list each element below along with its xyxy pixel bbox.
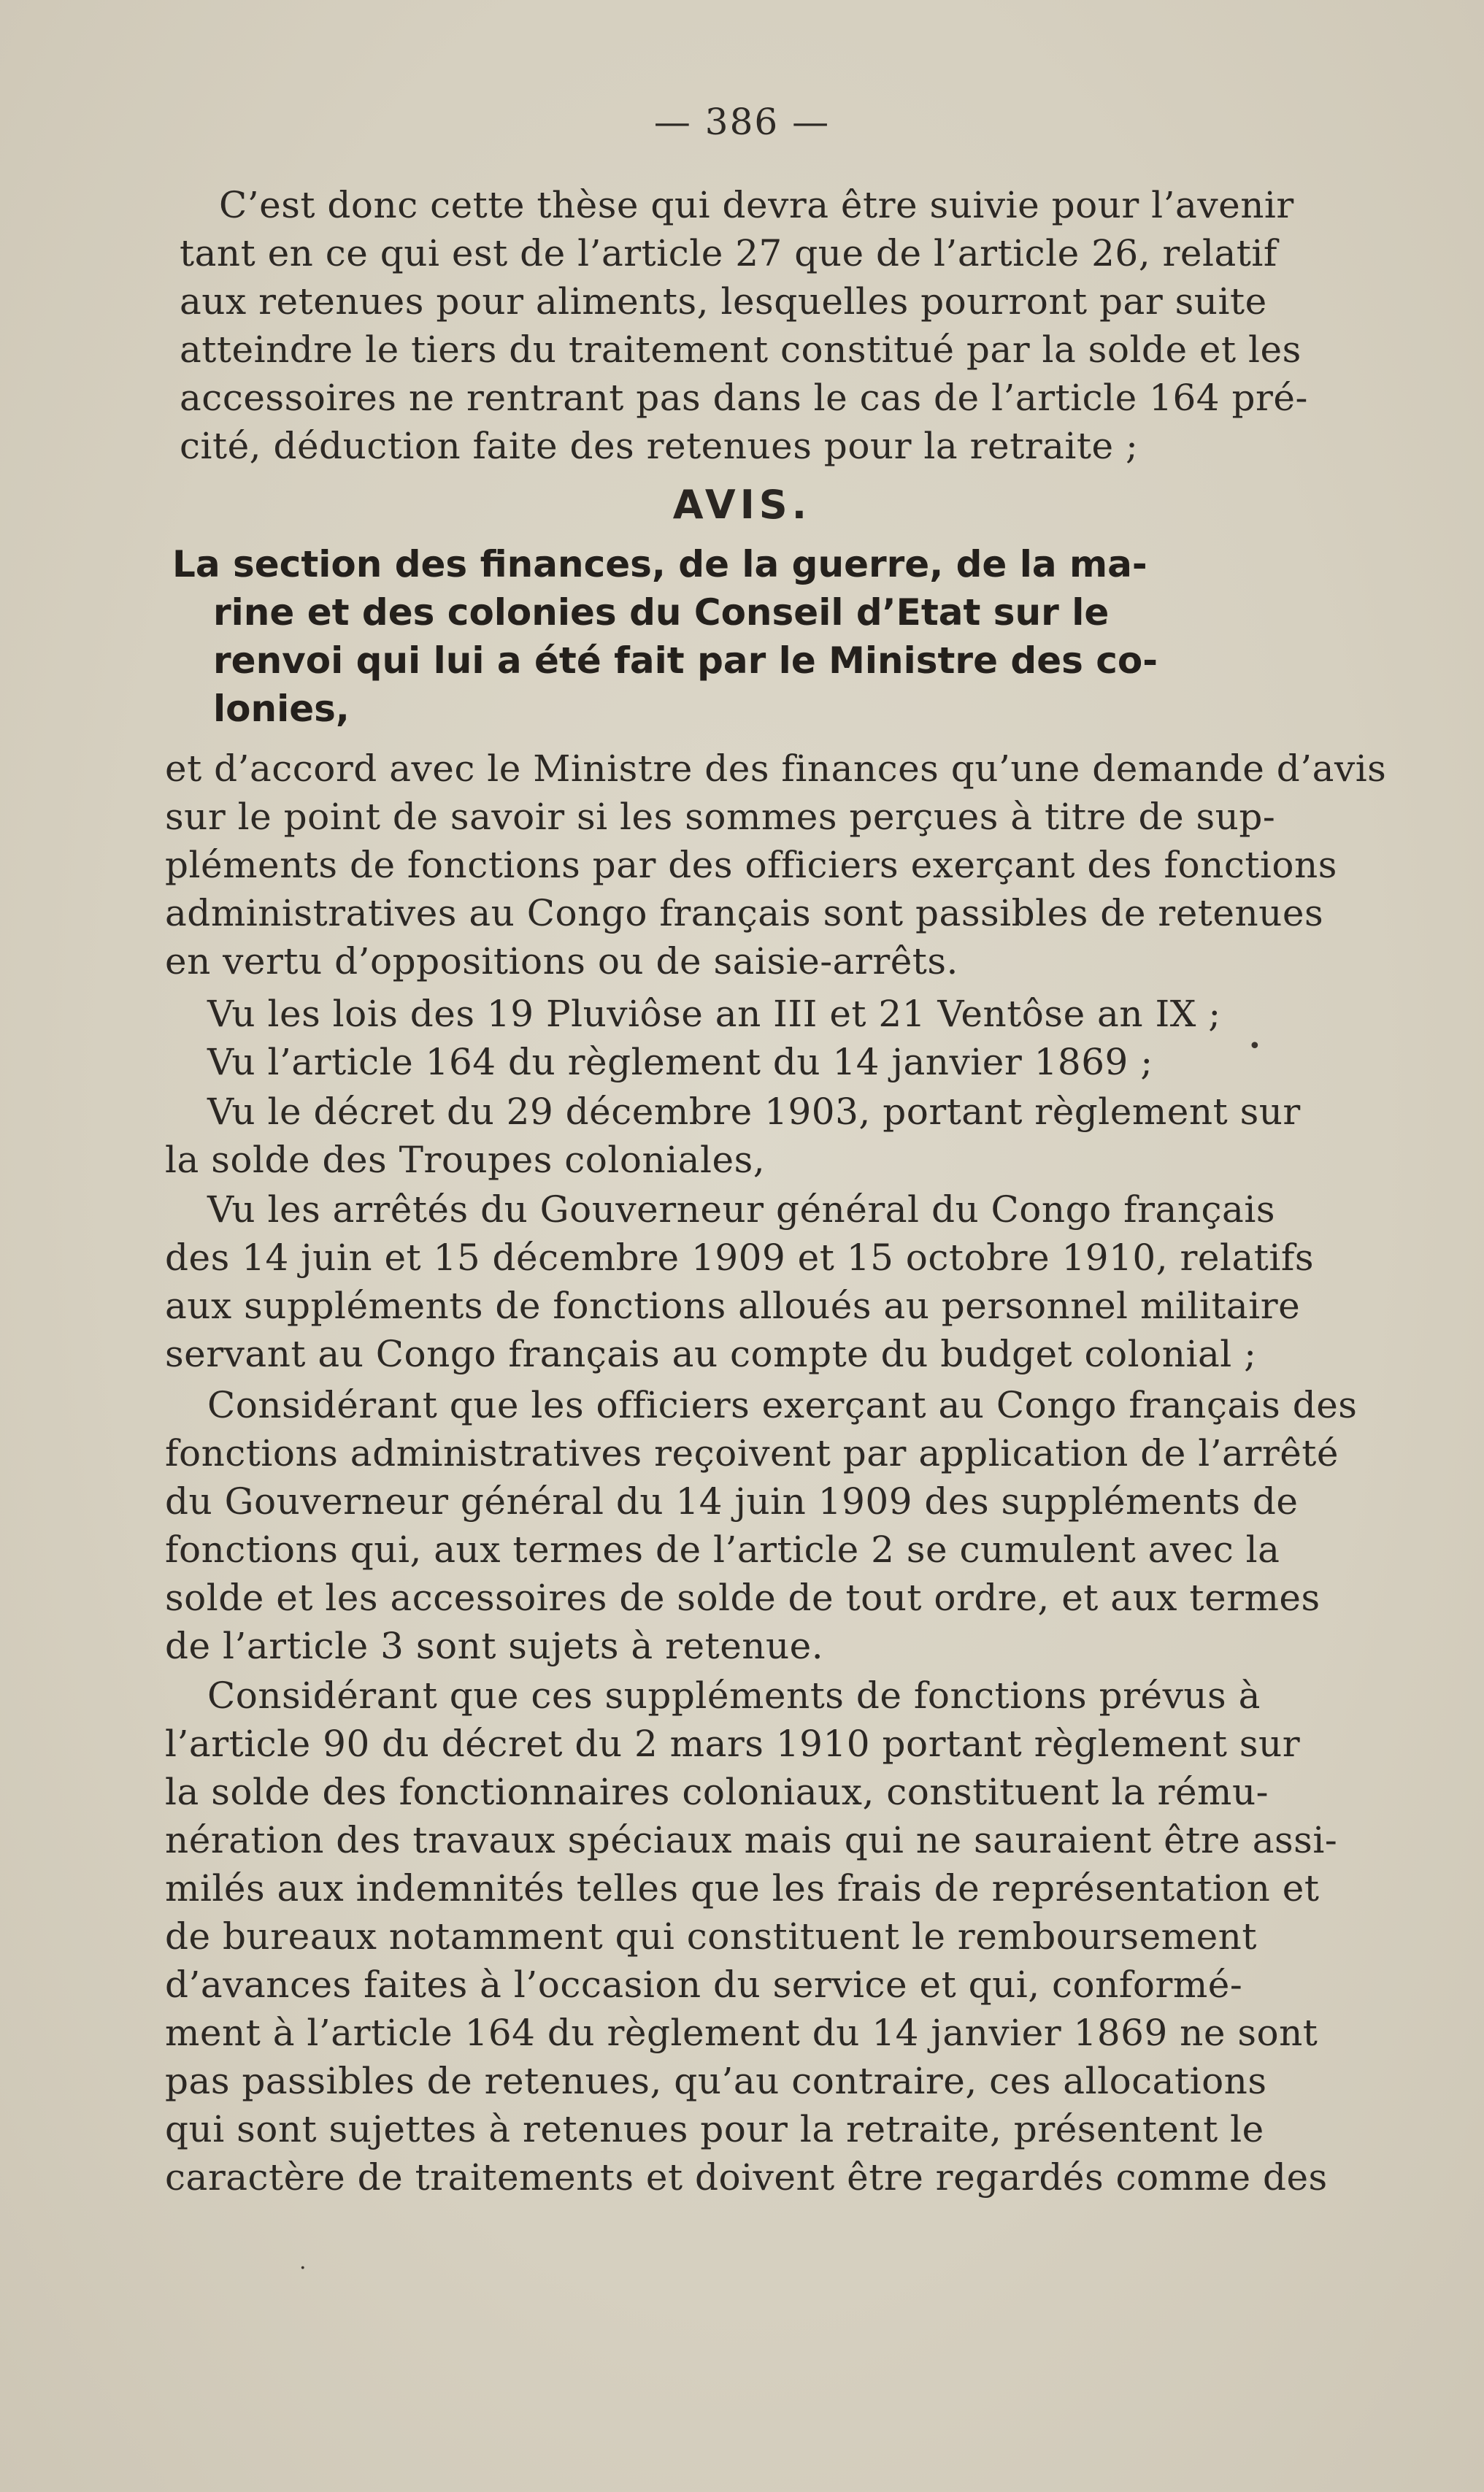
body-line-30: caractère de traitements et doivent être regardés comme des [165, 2156, 1328, 2199]
body-line-25: de bureaux notamment qui constituent le remboursement [165, 1915, 1257, 1958]
body-line-23: nération des travaux spéciaux mais qui ne sauraient être assi- [165, 1819, 1338, 1861]
scan-speck: · [299, 2256, 307, 2281]
body-line-22: la solde des fonctionnaires coloniaux, constituent la rému- [165, 1771, 1269, 1813]
body-line-29: qui sont sujettes à retenues pour la retraite, présentent le [165, 2108, 1264, 2150]
intro-line-6: cité, déduction faite des retenues pour la retraite ; [180, 425, 1139, 467]
body-line-20: Considérant que ces suppléments de fonctions prévus à [207, 1674, 1261, 1717]
body-line-24: milés aux indemnités telles que les frais de représentation et [165, 1867, 1320, 1910]
intro-line-1: C’est donc cette thèse qui devra être suivie pour l’avenir [219, 184, 1294, 226]
body-line-26: d’avances faites à l’occasion du service et qui, conformé- [165, 1964, 1243, 2006]
intro-line-3: aux retenues pour aliments, lesquelles pourront par suite [180, 280, 1267, 323]
body-line-12: aux suppléments de fonctions alloués au personnel militaire [165, 1285, 1301, 1327]
body-line-4: administratives au Congo français sont passibles de retenues [165, 892, 1324, 934]
body-line-8: Vu le décret du 29 décembre 1903, portant règlement sur [207, 1091, 1301, 1133]
avis-title: AVIS. [672, 482, 812, 528]
body-line-6: Vu les lois des 19 Pluviôse an III et 21 Ventôse an IX ; [207, 993, 1221, 1035]
body-line-14: Considérant que les officiers exerçant au Congo français des [207, 1384, 1358, 1426]
body-line-18: solde et les accessoires de solde de tout ordre, et aux termes [165, 1577, 1320, 1619]
avis-heading-line-2: rine et des colonies du Conseil d’Etat sur le [213, 591, 1110, 634]
body-line-11: des 14 juin et 15 décembre 1909 et 15 octobre 1910, relatifs [165, 1237, 1315, 1279]
body-line-5: en vertu d’oppositions ou de saisie-arrêts. [165, 940, 958, 982]
avis-heading-line-3: renvoi qui lui a été fait par le Ministre des co- [213, 639, 1158, 682]
scan-speck: • [1248, 1034, 1261, 1059]
intro-line-4: atteindre le tiers du traitement constitué par la solde et les [180, 328, 1302, 371]
body-line-19: de l’article 3 sont sujets à retenue. [165, 1625, 824, 1667]
avis-heading-line-4: lonies, [213, 688, 350, 730]
intro-line-5: accessoires ne rentrant pas dans le cas de l’article 164 pré- [180, 377, 1308, 419]
body-line-15: fonctions administratives reçoivent par application de l’arrêté [165, 1432, 1339, 1474]
intro-line-2: tant en ce qui est de l’article 27 que de l’article 26, relatif [180, 232, 1277, 274]
body-line-9: la solde des Troupes coloniales, [165, 1139, 766, 1181]
body-line-10: Vu les arrêtés du Gouverneur général du Congo français [207, 1188, 1275, 1231]
page-number: — 386 — [653, 101, 831, 143]
body-line-1: et d’accord avec le Ministre des finances qu’une demande d’avis [165, 747, 1387, 790]
body-line-21: l’article 90 du décret du 2 mars 1910 portant règlement sur [165, 1723, 1301, 1765]
body-line-27: ment à l’article 164 du règlement du 14 janvier 1869 ne sont [165, 2012, 1318, 2054]
body-line-28: pas passibles de retenues, qu’au contraire, ces allocations [165, 2060, 1267, 2102]
body-line-17: fonctions qui, aux termes de l’article 2 se cumulent avec la [165, 1528, 1280, 1571]
body-line-16: du Gouverneur général du 14 juin 1909 des suppléments de [165, 1480, 1299, 1523]
body-line-3: pléments de fonctions par des officiers exerçant des fonctions [165, 844, 1337, 886]
avis-heading-line-1: La section des finances, de la guerre, de la ma- [172, 543, 1147, 585]
body-line-13: servant au Congo français au compte du budget colonial ; [165, 1333, 1257, 1375]
body-line-2: sur le point de savoir si les sommes perçues à titre de sup- [165, 796, 1276, 838]
body-line-7: Vu l’article 164 du règlement du 14 janvier 1869 ; [207, 1041, 1153, 1083]
